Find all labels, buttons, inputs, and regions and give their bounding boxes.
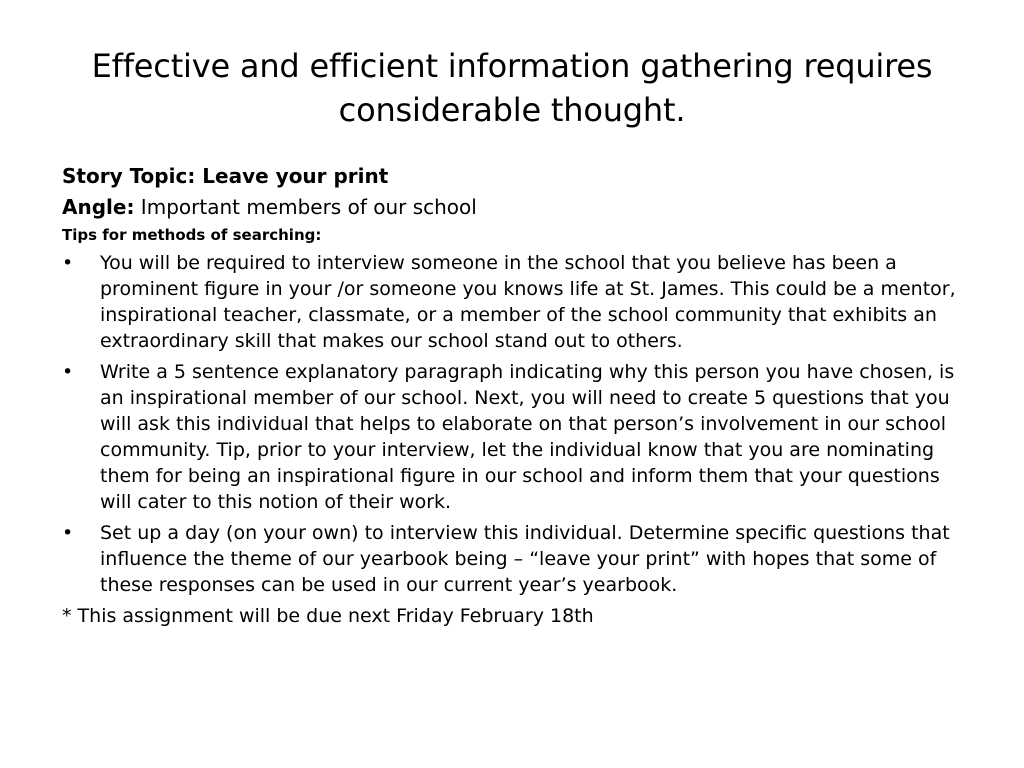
tip-item-2 (62, 359, 972, 515)
tip-text-2: Write a 5 sentence explanatory paragraph indicating why this person you have chosen, is an inspirational member of our school. Next, you will need to create 5 questions that you will ask this individual that helps to elaborate on that person’s involvement in our school community. Tip, prior to your interview, let the individual know that you are nominating them for being an inspirational figure in our school and inform them that your questions will cater to this notion of their work. (100, 361, 955, 513)
angle-line (62, 193, 972, 221)
angle-label: Angle: (62, 195, 135, 219)
tip-text-3: Set up a day (on your own) to interview this individual. Determine specific questions that influence the theme of our yearbook being – “leave your print” with hopes that some of these responses can be used in our current year’s yearbook. (100, 522, 950, 596)
bullet-icon: • (62, 252, 74, 274)
slide-body (62, 162, 972, 629)
tips-list (62, 250, 972, 598)
bullet-icon: • (62, 522, 74, 544)
angle-text: Important members of our school (134, 195, 477, 219)
due-note: * This assignment will be due next Friday February 18th (62, 605, 594, 627)
bullet-icon: • (62, 361, 74, 383)
story-topic: Story Topic: Leave your print (62, 164, 389, 188)
slide-title: Effective and efficient information gathering requires considerable thought. (91, 47, 933, 129)
tips-heading: Tips for methods of searching: (62, 226, 322, 244)
tip-text-1: You will be required to interview someone in the school that you believe has been a prominent figure in your /or someone you knows life at St. James. This could be a mentor, inspirational teacher, classmate, or a member of the school community that exhibits an extraordinary skill that makes our school stand out to others. (100, 252, 956, 352)
tip-item-1 (62, 250, 972, 354)
tip-item-3 (62, 520, 972, 598)
